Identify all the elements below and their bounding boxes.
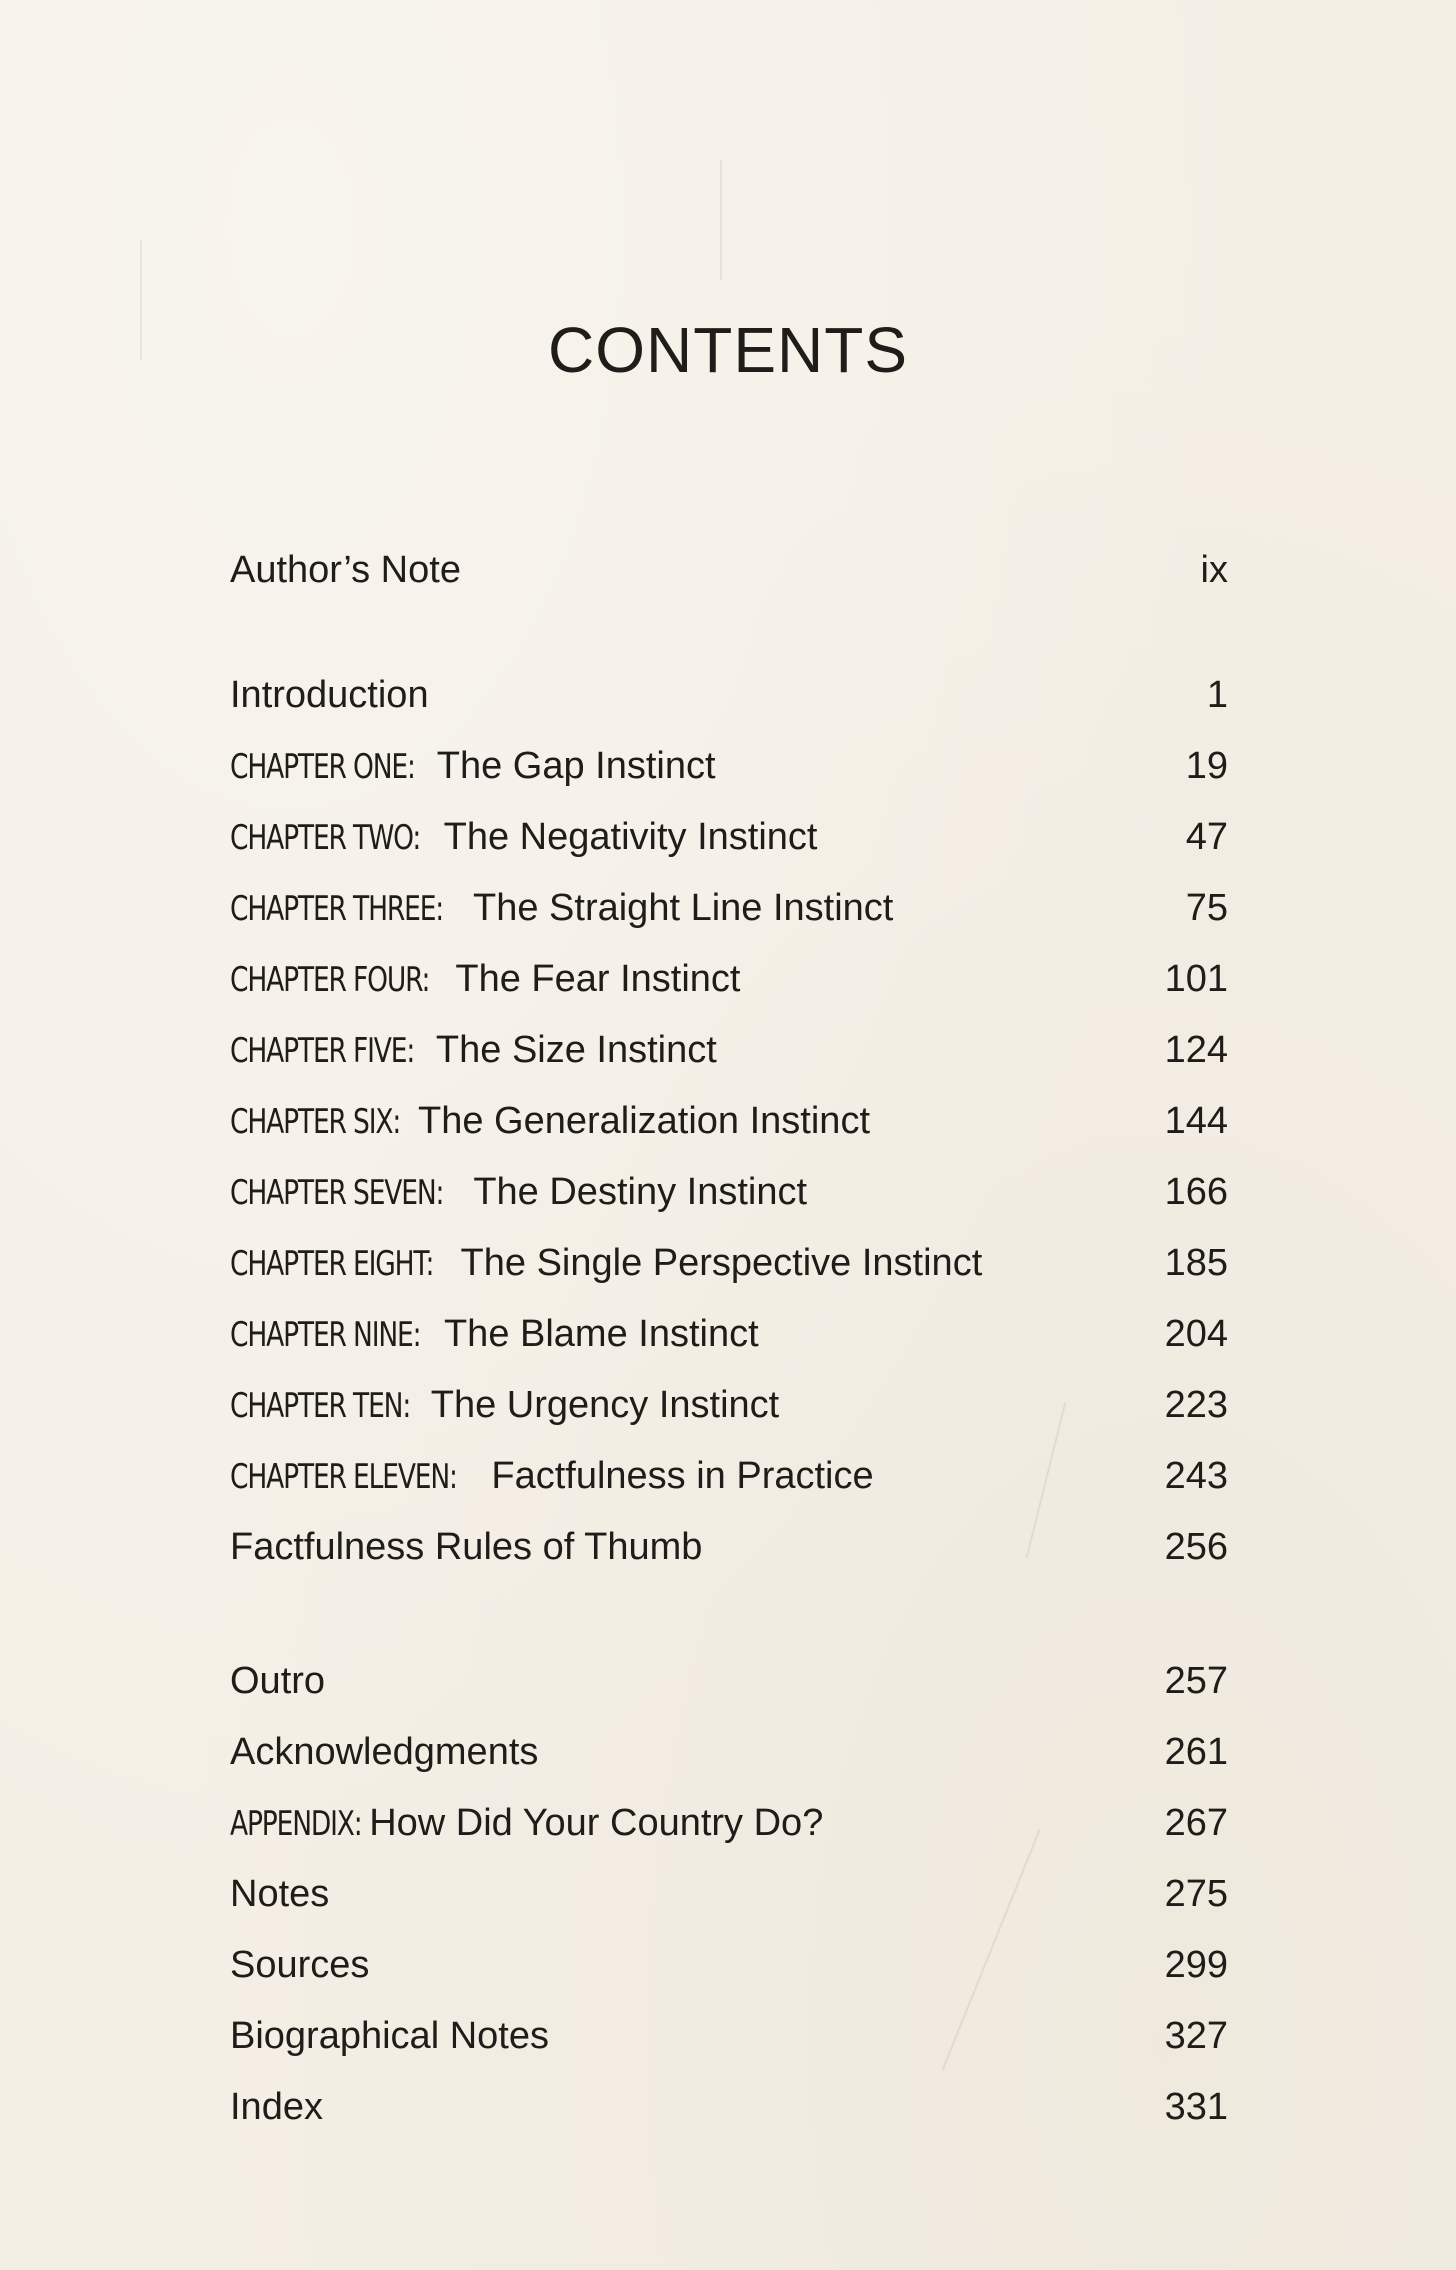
toc-entry-biographical-notes — [230, 2006, 1228, 2066]
toc-entry-index — [230, 2077, 1228, 2137]
chapter-prefix: CHAPTER TEN: — [230, 1385, 411, 1426]
toc-entry-chapter-seven — [230, 1162, 1228, 1222]
entry-page-number: 19 — [1185, 744, 1228, 787]
entry-page-number: ix — [1200, 548, 1228, 591]
entry-page-number: 256 — [1164, 1525, 1228, 1568]
entry-title: The Size Instinct — [435, 1028, 717, 1071]
entry-page-number: 243 — [1164, 1454, 1228, 1497]
entry-page-number: 257 — [1164, 1659, 1228, 1702]
entry-page-number: 204 — [1164, 1312, 1228, 1355]
entry-title: The Blame Instinct — [443, 1312, 759, 1355]
entry-title: Index — [230, 2085, 323, 2128]
entry-page-number: 47 — [1185, 815, 1228, 858]
entry-title: Introduction — [230, 673, 429, 716]
entry-title-group — [230, 958, 741, 1001]
chapter-prefix-wrap — [230, 1242, 451, 1285]
toc-entry-chapter-eight — [230, 1233, 1228, 1293]
entry-page-number: 166 — [1164, 1170, 1228, 1213]
toc-entry-chapter-four — [230, 949, 1228, 1009]
chapter-prefix-wrap — [230, 958, 446, 1001]
entry-title: Biographical Notes — [230, 2014, 549, 2057]
entry-title: The Urgency Instinct — [430, 1383, 780, 1426]
entry-title-group — [230, 1029, 717, 1072]
entry-title: The Fear Instinct — [455, 957, 741, 1000]
toc-entry-rules-of-thumb — [230, 1517, 1228, 1577]
chapter-prefix-wrap — [230, 1455, 481, 1498]
chapter-prefix: CHAPTER SIX: — [230, 1101, 401, 1142]
entry-title: The Straight Line Instinct — [473, 886, 894, 929]
toc-entry-sources — [230, 1935, 1228, 1995]
entry-title: How Did Your Country Do? — [369, 1801, 824, 1844]
entry-title: Factfulness Rules of Thumb — [230, 1525, 703, 1568]
toc-entry-chapter-one — [230, 736, 1228, 796]
toc-entry-acknowledgments — [230, 1722, 1228, 1782]
entry-page-number: 275 — [1164, 1872, 1228, 1915]
chapter-prefix: CHAPTER FIVE: — [230, 1030, 415, 1071]
entry-title: The Single Perspective Instinct — [460, 1241, 983, 1284]
chapter-prefix: CHAPTER ONE: — [230, 746, 415, 787]
entry-page-number: 185 — [1164, 1241, 1228, 1284]
entry-page-number: 223 — [1164, 1383, 1228, 1426]
chapter-prefix: CHAPTER ELEVEN: — [230, 1456, 457, 1497]
entry-title: The Destiny Instinct — [473, 1170, 808, 1213]
entry-title: Outro — [230, 1659, 326, 1702]
toc-entry-appendix — [230, 1793, 1228, 1853]
toc-entry-chapter-three — [230, 878, 1228, 938]
entry-title-group — [230, 1455, 874, 1498]
chapter-prefix-wrap — [230, 1384, 421, 1427]
toc-entry-chapter-six — [230, 1091, 1228, 1151]
toc-entry-introduction — [230, 665, 1228, 725]
entry-title: Acknowledgments — [230, 1730, 539, 1773]
entry-title: The Generalization Instinct — [417, 1099, 870, 1142]
entry-page-number: 267 — [1164, 1801, 1228, 1844]
chapter-prefix: CHAPTER THREE: — [230, 888, 444, 929]
entry-page-number: 124 — [1164, 1028, 1228, 1071]
chapter-prefix-wrap — [230, 1029, 426, 1072]
entry-title: The Negativity Instinct — [443, 815, 818, 858]
toc-entry-chapter-eleven — [230, 1446, 1228, 1506]
entry-title-group — [230, 1313, 759, 1356]
chapter-prefix-wrap — [230, 1100, 408, 1143]
entry-title-group — [230, 1802, 823, 1845]
chapter-prefix-wrap — [230, 1313, 434, 1356]
entry-page-number: 331 — [1164, 2085, 1228, 2128]
chapter-prefix: CHAPTER TWO: — [230, 817, 421, 858]
toc-entry-chapter-five — [230, 1020, 1228, 1080]
chapter-prefix: CHAPTER FOUR: — [230, 959, 430, 1000]
chapter-prefix: APPENDIX: — [230, 1803, 362, 1844]
page-title: CONTENTS — [548, 313, 908, 386]
paper-scratch — [720, 160, 722, 280]
chapter-prefix-wrap — [230, 816, 434, 859]
entry-page-number: 327 — [1164, 2014, 1228, 2057]
entry-page-number: 75 — [1185, 886, 1228, 929]
toc-entry-chapter-ten — [230, 1375, 1228, 1435]
toc-entry-chapter-nine — [230, 1304, 1228, 1364]
toc-entry-notes — [230, 1864, 1228, 1924]
entry-page-number: 144 — [1164, 1099, 1228, 1142]
entry-page-number: 1 — [1206, 673, 1228, 716]
toc-entry-outro — [230, 1651, 1228, 1711]
entry-title-group — [230, 1242, 982, 1285]
entry-title: Sources — [230, 1943, 370, 1986]
chapter-prefix-wrap — [230, 1171, 463, 1214]
chapter-prefix: CHAPTER SEVEN: — [230, 1172, 444, 1213]
chapter-prefix-wrap — [230, 1802, 362, 1845]
toc-entry-authors-note — [230, 540, 1228, 600]
chapter-prefix: CHAPTER NINE: — [230, 1314, 421, 1355]
chapter-prefix: CHAPTER EIGHT: — [230, 1243, 434, 1284]
entry-page-number: 261 — [1164, 1730, 1228, 1773]
entry-page-number: 299 — [1164, 1943, 1228, 1986]
entry-title: Notes — [230, 1872, 330, 1915]
entry-title-group — [230, 1384, 779, 1427]
chapter-prefix-wrap — [230, 745, 427, 788]
entry-title: Factfulness in Practice — [491, 1454, 874, 1497]
entry-title-group — [230, 816, 817, 859]
entry-title-group — [230, 887, 893, 930]
entry-page-number: 101 — [1164, 957, 1228, 1000]
entry-title-group — [230, 1100, 870, 1143]
entry-title-group — [230, 745, 716, 788]
entry-title-group — [230, 1171, 807, 1214]
entry-title: Author’s Note — [230, 548, 461, 591]
chapter-prefix-wrap — [230, 887, 463, 930]
toc-entry-chapter-two — [230, 807, 1228, 867]
entry-title: The Gap Instinct — [436, 744, 716, 787]
